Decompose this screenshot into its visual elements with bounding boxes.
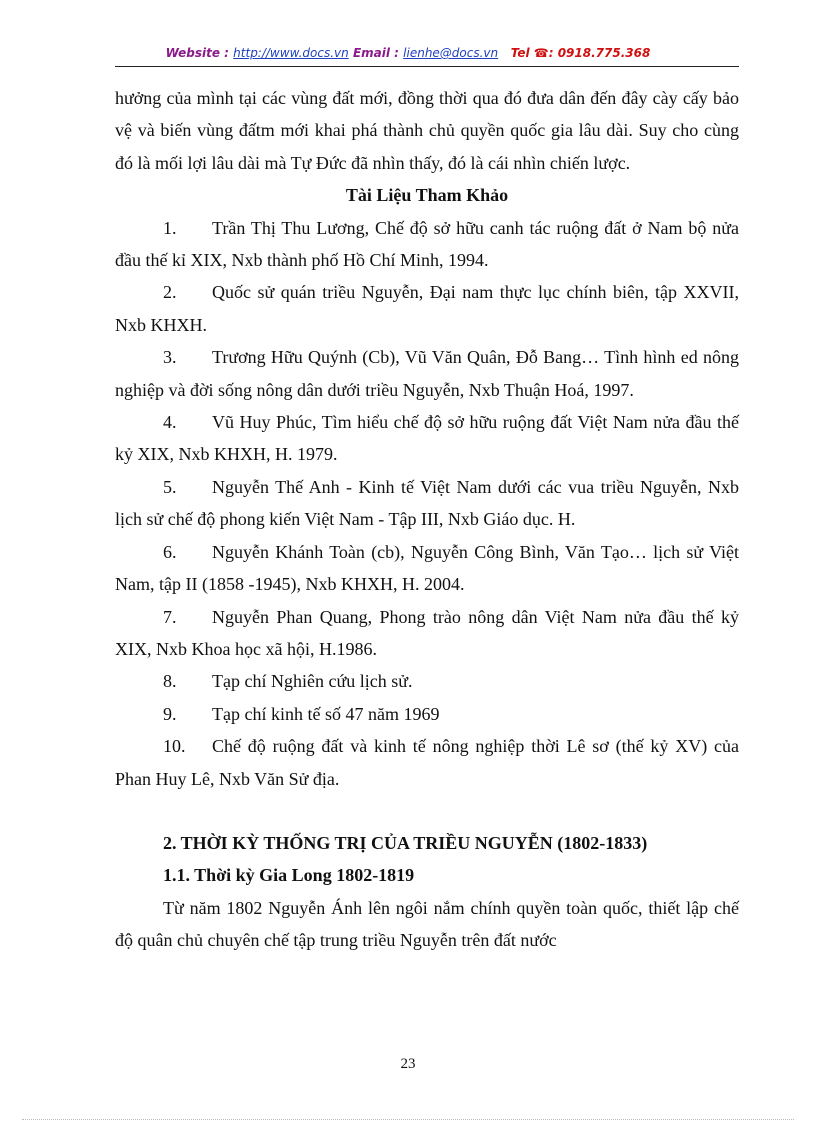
reference-number: 5. [163,476,177,497]
reference-text: Nguyễn Thế Anh - Kinh tế Việt Nam dưới các vua triều Nguyễn, Nxb lịch sử chế độ phong kiến Việt Nam - Tập III, Nxb Giáo dục. H. [115,476,739,530]
reference-text: Chế độ ruộng đất và kinh tế nông nghiệp thời Lê sơ (thế kỷ XV) của Phan Huy Lê, Nxb Văn Sử địa. [115,736,739,789]
website-label: Website : [165,46,229,60]
reference-number: 2. [163,282,177,303]
reference-number: 4. [163,412,177,433]
page-bottom-border [22,1119,794,1120]
reference-item [115,601,739,666]
email-label: Email : [352,46,399,60]
tel-number: : 0918.775.368 [548,46,651,60]
reference-number: 9. [163,703,177,724]
website-link[interactable]: http://www.docs.vn [233,46,349,60]
reference-item [115,665,739,697]
reference-item [115,341,739,406]
reference-text: Vũ Huy Phúc, Tìm hiểu chế độ sở hữu ruộng đất Việt Nam nửa đầu thế kỷ XIX, Nxb KHXH, H. 1979. [115,412,739,465]
reference-item [115,536,739,601]
reference-item [115,730,739,795]
reference-text: Trần Thị Thu Lương, Chế độ sở hữu canh tác ruộng đất ở Nam bộ nửa đầu thế kỉ XIX, Nxb thành phố Hồ Chí Minh, 1994. [115,217,739,271]
document-body [115,82,739,957]
reference-number: 6. [163,541,177,562]
intro-paragraph: hưởng của mình tại các vùng đất mới, đồng thời qua đó đưa dân đến đây cày cấy bảo vệ và biến vùng đấtm mới khai phá thành chủ quyền quốc gia lâu dài. Suy cho cùng đó là mối lợi lâu dài mà Tự Đức đã nhìn thấy, đó là cái nhìn chiến lược. [115,88,739,173]
reference-number: 10. [163,736,186,757]
reference-text: Quốc sử quán triều Nguyễn, Đại nam thực lục chính biên, tập XXVII, Nxb KHXH. [115,282,739,335]
reference-item [115,212,739,277]
subsection-heading: 1.1. Thời kỳ Gia Long 1802-1819 [163,865,415,886]
reference-list [115,212,739,795]
section-heading: 2. THỜI KỲ THỐNG TRỊ CỦA TRIỀU NGUYỄN (1802-1833) [163,832,648,853]
reference-text: Nguyễn Phan Quang, Phong trào nông dân Việt Nam nửa đầu thế kỷ XIX, Nxb Khoa học xã hội, H.1986. [115,606,739,659]
email-link[interactable]: lienhe@docs.vn [403,46,499,60]
closing-paragraph: Từ năm 1802 Nguyễn Ánh lên ngôi nắm chính quyền toàn quốc, thiết lập chế độ quân chủ chuyên chế tập trung triều Nguyễn trên đất nước [115,897,739,951]
reference-text: Tạp chí kinh tế số 47 năm 1969 [212,703,440,724]
reference-text: Nguyễn Khánh Toàn (cb), Nguyễn Công Bình, Văn Tạo… lịch sử Việt Nam, tập II (1858 -1945), Nxb KHXH, H. 2004. [115,541,739,595]
references-title: Tài Liệu Tham Khảo [345,185,509,206]
tel-label: Tel [510,46,530,60]
reference-number: 7. [163,606,177,627]
header-divider [115,66,739,67]
reference-number: 1. [163,217,177,238]
spacer [115,795,739,827]
reference-item [115,471,739,536]
phone-icon: ☎ [533,46,549,60]
reference-text: Tạp chí Nghiên cứu lịch sử. [212,671,413,692]
reference-item [115,276,739,341]
page-header [0,46,816,60]
reference-number: 3. [163,347,177,368]
reference-item [115,698,739,730]
reference-item [115,406,739,471]
page-number: 23 [400,1056,416,1072]
reference-number: 8. [163,671,177,692]
reference-text: Trương Hữu Quýnh (Cb), Vũ Văn Quân, Đỗ Bang… Tình hình ed nông nghiệp và đời sống nông dân dưới triều Nguyễn, Nxb Thuận Hoá, 1997. [115,347,739,400]
